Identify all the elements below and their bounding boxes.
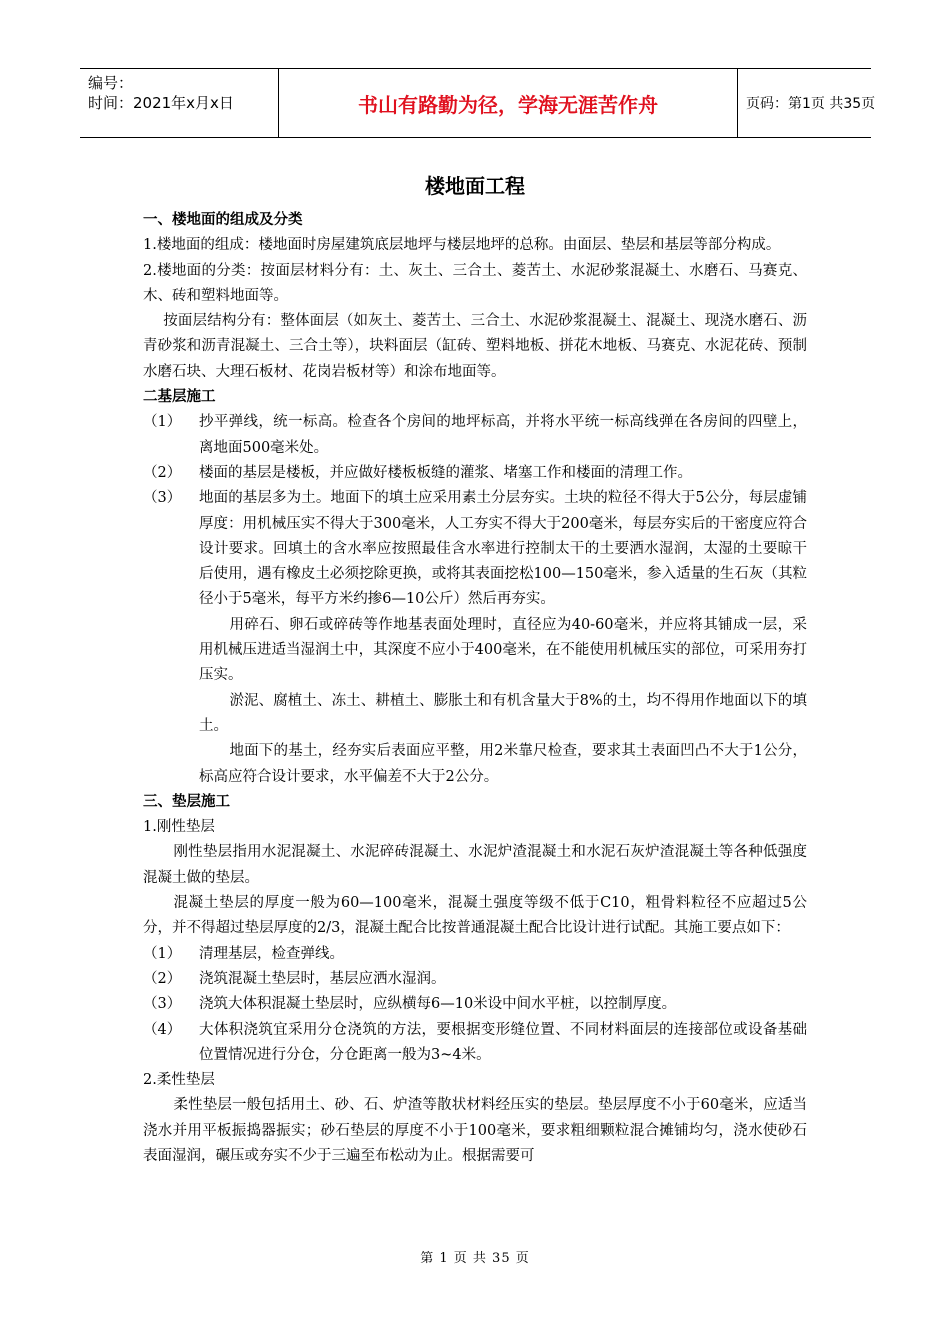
list-number: （1） — [143, 414, 182, 431]
paragraph: 按面层结构分有：整体面层（如灰土、菱苦土、三合土、水泥砂浆混凝土、混凝土、现浇水磨石、沥青砂浆和沥青混凝土、三合土等），块料面层（缸砖、塑料地板、拼花木地板、马赛克、水泥花砖、预制水磨石块、大理石板材、花岗岩板材等）和涂布地面等。 — [143, 313, 807, 380]
list-text: 大体积浇筑宜采用分仓浇筑的方法，要根据变形缝位置、不同材料面层的连接部位或设备基础位置情况进行分仓，分仓距离一般为3~4米。 — [199, 1021, 807, 1063]
date-label: 时间：2021年x月x日 — [88, 94, 234, 112]
list-text: 清理基层，检查弹线。 — [199, 945, 344, 962]
section-heading-2: 二基层施工 — [143, 389, 216, 406]
page-footer: 第 1 页 共 35 页 — [420, 1251, 530, 1266]
list-text: 地面的基层多为土。地面下的填土应采用素土分层夯实。土块的粒径不得大于5公分，每层虚铺厚度：用机械压实不得大于300毫米，人工夯实不得大于200毫米，每层夯实后的干密度应符合设计要求。回填土的含水率应按照最佳含水率进行控制太干的土要洒水湿润，太湿的土要晾干后使用，遇有橡皮土必须挖除更换，或将其表面挖松100—150毫米，参入适量的生石灰（其粒径小于5毫米，每平方米约掺6—10公斤）然后再夯实。 — [199, 490, 807, 608]
list-item — [143, 992, 807, 1017]
list-number: （2） — [143, 970, 182, 987]
list-item — [143, 486, 807, 612]
document-body — [143, 208, 807, 1169]
list-text: 楼面的基层是楼板，并应做好楼板板缝的灌浆、堵塞工作和楼面的清理工作。 — [199, 464, 692, 481]
list-item — [143, 410, 807, 461]
list-text: 抄平弹线，统一标高。检查各个房间的地坪标高，并将水平统一标高线弹在各房间的四壁上，离地面500毫米处。 — [199, 414, 807, 456]
paragraph: 1.楼地面的组成：楼地面时房屋建筑底层地坪与楼层地坪的总称。由面层、垫层和基层等部分构成。 — [143, 237, 781, 254]
list-item — [143, 967, 807, 992]
section-heading-1: 一、楼地面的组成及分类 — [143, 212, 303, 228]
section-heading-3: 三、垫层施工 — [143, 793, 230, 810]
number-label: 编号： — [88, 74, 134, 92]
page-header — [80, 68, 876, 138]
list-item — [143, 1018, 807, 1069]
header-motto: 书山有路勤为径，学海无涯苦作舟 — [278, 69, 738, 137]
list-text: 浇筑混凝土垫层时，基层应洒水湿润。 — [199, 970, 446, 987]
list-item — [143, 461, 807, 486]
paragraph: 混凝土垫层的厚度一般为60—100毫米，混凝土强度等级不低于C10，粗骨料粒径不应超过5公分，并不得超过垫层厚度的2/3，混凝土配合比按普通混凝土配合比设计进行试配。其施工要点如下： — [143, 895, 807, 937]
list-number: （4） — [143, 1021, 182, 1038]
list-number: （2） — [143, 464, 182, 481]
header-page-label: 页码：第1页 共35页 — [746, 96, 876, 112]
list-text: 浇筑大体积混凝土垫层时，应纵横每6—10米设中间水平桩，以控制厚度。 — [199, 996, 677, 1013]
list-number: （1） — [143, 945, 182, 962]
paragraph: 淤泥、腐植土、冻土、耕植土、膨胀土和有机含量大于8%的土，均不得用作地面以下的填土。 — [199, 692, 807, 734]
paragraph: 2.楼地面的分类：按面层材料分有：土、灰土、三合土、菱苦土、水泥砂浆混凝土、水磨石、马赛克、木、砖和塑料地面等。 — [143, 262, 807, 304]
list-number: （3） — [143, 996, 182, 1013]
document-title: 楼地面工程 — [425, 174, 525, 198]
paragraph: 用碎石、卵石或碎砖等作地基表面处理时，直径应为40-60毫米，并应将其铺成一层，采用机械压进适当湿润土中，其深度不应小于400毫米，在不能使用机械压实的部位，可采用夯打压实。 — [199, 616, 807, 684]
paragraph: 柔性垫层一般包括用土、砂、石、炉渣等散状材料经压实的垫层。垫层厚度不小于60毫米，应适当浇水并用平板振捣器振实；砂石垫层的厚度不小于100毫米，要求粗细颗粒混合摊铺均匀，浇水使砂石表面湿润，碾压或夯实不少于三遍至布松动为止。根据需要可 — [143, 1097, 807, 1164]
subsection-heading: 2.柔性垫层 — [143, 1072, 215, 1089]
list-number: （3） — [143, 490, 182, 507]
paragraph: 地面下的基土，经夯实后表面应平整，用2米靠尺检查，要求其土表面凹凸不大于1公分，标高应符合设计要求，水平偏差不大于2公分。 — [199, 743, 807, 785]
paragraph: 刚性垫层指用水泥混凝土、水泥碎砖混凝土、水泥炉渣混凝土和水泥石灰炉渣混凝土等各种低强度混凝土做的垫层。 — [143, 844, 807, 886]
subsection-heading: 1.刚性垫层 — [143, 819, 215, 836]
header-meta — [80, 69, 278, 137]
list-item — [143, 942, 807, 967]
